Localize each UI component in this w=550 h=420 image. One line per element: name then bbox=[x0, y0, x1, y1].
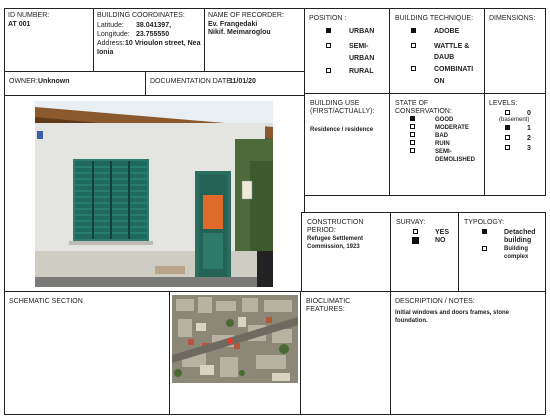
photo-cell bbox=[4, 95, 305, 292]
conservation-good-label: GOOD bbox=[435, 117, 454, 123]
documentation-date-label: DOCUMENTATION DATE: bbox=[150, 78, 233, 85]
latitude-label: Latitude: bbox=[97, 22, 124, 29]
technique-daub-label: DAUB bbox=[434, 54, 455, 61]
levels-cell bbox=[484, 93, 546, 196]
conservation-moderate-checkbox[interactable] bbox=[410, 124, 415, 129]
id-number-value: AT 001 bbox=[8, 21, 31, 28]
position-urban-checkbox[interactable] bbox=[326, 28, 331, 33]
latitude-value: 38.041397, bbox=[136, 22, 172, 29]
conservation-semi-label: SEMI- bbox=[435, 149, 452, 155]
id-number-label: ID NUMBER: bbox=[8, 12, 50, 19]
levels-3-checkbox[interactable] bbox=[505, 145, 510, 150]
longitude-value: 23.755550 bbox=[136, 31, 170, 38]
survay-yes-checkbox[interactable] bbox=[413, 229, 418, 234]
recorder-label: NAME OF RECORDER: bbox=[208, 12, 284, 19]
position-rural-label: RURAL bbox=[349, 68, 374, 75]
levels-2-checkbox[interactable] bbox=[505, 135, 510, 140]
description-cell bbox=[390, 291, 546, 415]
address-label: Address: bbox=[97, 40, 125, 47]
description-text-1: Initial windows and doors frames, stone bbox=[395, 310, 510, 316]
position-semiurban-checkbox[interactable] bbox=[326, 43, 331, 48]
technique-wattle-label: WATTLE & bbox=[434, 43, 470, 50]
position-urban2-label: URBAN bbox=[349, 55, 375, 62]
building-use-value: Residence / residence bbox=[310, 127, 374, 133]
position-label: POSITION : bbox=[309, 15, 347, 22]
survay-no-label: NO bbox=[435, 237, 446, 244]
conservation-ruin-checkbox[interactable] bbox=[410, 140, 415, 145]
typology-complex-checkbox[interactable] bbox=[482, 246, 487, 251]
recorder-name-1: Ev. Frangedaki bbox=[208, 21, 258, 28]
owner-cell bbox=[4, 71, 146, 96]
typology-detached-checkbox[interactable] bbox=[482, 229, 487, 234]
owner-label: OWNER: bbox=[9, 78, 38, 85]
position-cell bbox=[304, 8, 390, 94]
conservation-moderate-label: MODERATE bbox=[435, 125, 469, 131]
technique-combination-checkbox[interactable] bbox=[411, 66, 416, 71]
levels-label: LEVELS: bbox=[489, 100, 518, 107]
construction-value-1: Refugee Settlement bbox=[307, 236, 364, 242]
dimensions-label: DIMENSIONS: bbox=[489, 15, 536, 22]
levels-basement-label: (basement) bbox=[499, 117, 530, 123]
conservation-label: STATE OF bbox=[395, 100, 429, 107]
typology-complex-label: complex bbox=[504, 254, 529, 260]
technique-label: BUILDING TECHNIQUE: bbox=[395, 15, 474, 22]
construction-label: CONSTRUCTION bbox=[307, 219, 364, 226]
schematic-section-cell bbox=[4, 291, 170, 415]
building-use-sublabel: (FIRST/ACTUALLY): bbox=[310, 108, 375, 115]
longitude-label: Longitude: bbox=[97, 31, 130, 38]
technique-adobe-checkbox[interactable] bbox=[411, 28, 416, 33]
conservation-good-checkbox[interactable] bbox=[410, 116, 415, 121]
technique-wattle-checkbox[interactable] bbox=[411, 43, 416, 48]
conservation-demolished-label: DEMOLISHED bbox=[435, 157, 476, 163]
technique-adobe-label: ADOBE bbox=[434, 28, 460, 35]
description-text-2: foundation. bbox=[395, 318, 428, 324]
coordinates-label: BUILDING COORDINATES: bbox=[97, 12, 185, 19]
construction-sublabel: PERIOD: bbox=[307, 227, 336, 234]
bioclimatic-cell bbox=[300, 291, 391, 415]
conservation-bad-checkbox[interactable] bbox=[410, 132, 415, 137]
aerial-map-cell bbox=[169, 291, 301, 415]
bioclimatic-sublabel: FEATURES: bbox=[306, 306, 345, 313]
conservation-sublabel: CONSERVATION: bbox=[395, 108, 452, 115]
building-use-cell bbox=[304, 93, 390, 196]
dimensions-cell bbox=[484, 8, 546, 94]
typology-detached-label: Detached bbox=[504, 229, 536, 236]
id-number-cell bbox=[4, 8, 94, 72]
levels-1-label: 1 bbox=[527, 125, 531, 132]
conservation-semi-checkbox[interactable] bbox=[410, 148, 415, 153]
position-semi-label: SEMI- bbox=[349, 43, 369, 50]
typology-building2-label: Building bbox=[504, 246, 528, 252]
construction-cell bbox=[301, 212, 391, 292]
conservation-bad-label: BAD bbox=[435, 133, 448, 139]
typology-building-label: building bbox=[504, 237, 532, 244]
survay-cell bbox=[390, 212, 459, 292]
schematic-section-label: SCHEMATIC SECTION bbox=[9, 298, 83, 305]
address-value-line2: Ionia bbox=[97, 49, 114, 56]
owner-value: Unknown bbox=[38, 78, 70, 85]
bioclimatic-label: BIOCLIMATIC bbox=[306, 298, 351, 305]
documentation-date-value: 11/01/20 bbox=[229, 78, 256, 85]
construction-value-2: Commission, 1923 bbox=[307, 244, 360, 250]
levels-1-checkbox[interactable] bbox=[505, 125, 510, 130]
levels-2-label: 2 bbox=[527, 135, 531, 142]
recorder-cell bbox=[204, 8, 305, 72]
documentation-date-cell bbox=[145, 71, 305, 96]
levels-0-checkbox[interactable] bbox=[505, 110, 510, 115]
survay-no-checkbox[interactable] bbox=[412, 237, 419, 244]
typology-cell bbox=[458, 212, 546, 292]
recorder-name-2: Nikif. Meimaroglou bbox=[208, 29, 271, 36]
levels-3-label: 3 bbox=[527, 145, 531, 152]
technique-on-label: ON bbox=[434, 78, 445, 85]
conservation-ruin-label: RUIN bbox=[435, 141, 450, 147]
description-label: DESCRIPTION / NOTES: bbox=[395, 298, 475, 305]
building-use-label: BUILDING USE bbox=[310, 100, 360, 107]
position-rural-checkbox[interactable] bbox=[326, 68, 331, 73]
aerial-map-image bbox=[172, 295, 298, 383]
address-value-line1: 10 Vrioulon street, Nea bbox=[125, 40, 201, 47]
building-photo bbox=[35, 101, 273, 287]
coordinates-cell bbox=[93, 8, 205, 72]
conservation-cell bbox=[389, 93, 485, 196]
levels-0-label: 0 bbox=[527, 110, 531, 117]
survay-yes-label: YES bbox=[435, 229, 450, 236]
position-urban-label: URBAN bbox=[349, 28, 375, 35]
typology-label: TYPOLOGY: bbox=[464, 219, 505, 226]
technique-combination-label: COMBINATI bbox=[434, 66, 474, 73]
survay-label: SURVAY: bbox=[396, 219, 426, 226]
technique-cell bbox=[389, 8, 485, 94]
